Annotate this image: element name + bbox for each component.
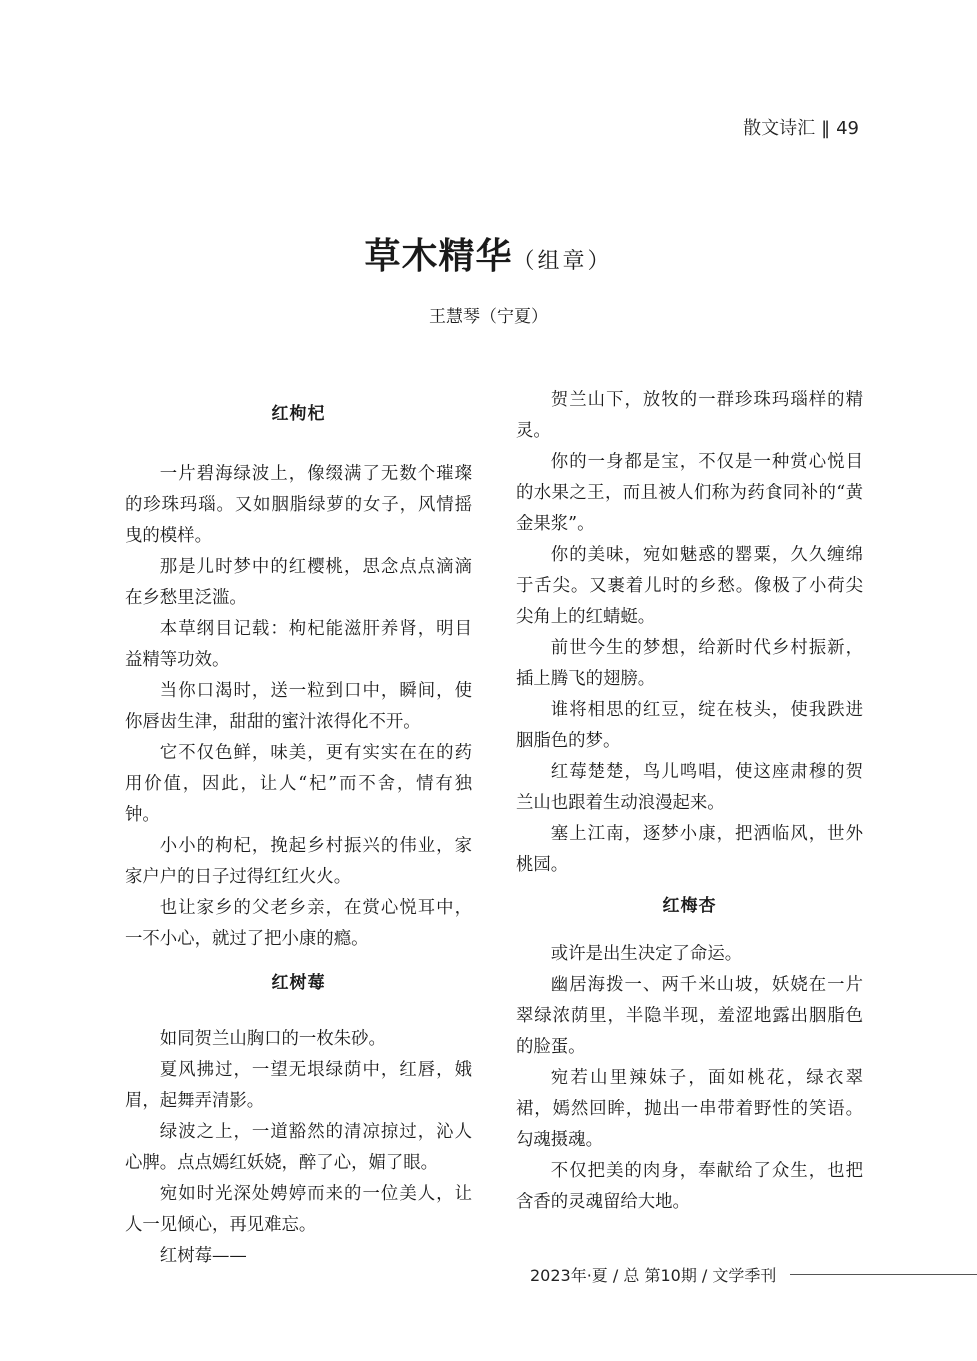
paragraph: 如同贺兰山胸口的一枚朱砂。	[159, 1029, 386, 1049]
author-line	[0, 302, 977, 327]
paragraph: 你的美味，宛如魅惑的罂粟，久久缠绵于舌尖。又裹着儿时的乡愁。像极了小荷尖尖角上的红蜻蜓。	[516, 545, 863, 627]
section-heading: 红树莓	[271, 973, 326, 993]
paragraph: 小小的枸杞，挽起乡村振兴的伟业，家家户户的日子过得红红火火。	[125, 836, 472, 887]
paragraph: 贺兰山下，放牧的一群珍珠玛瑙样的精灵。	[516, 390, 863, 441]
article-title	[0, 228, 977, 279]
header-separator: ‖	[821, 118, 831, 139]
paragraph: 它不仅色鲜，味美，更有实实在在的药用价值，因此，让人“杞”而不舍，情有独钟。	[125, 743, 472, 825]
paragraph: 绿波之上，一道豁然的清凉掠过，沁人心脾。点点嫣红妖娆，醉了心，媚了眼。	[125, 1122, 472, 1173]
paragraph: 宛若山里辣妹子，面如桃花，绿衣翠裙，嫣然回眸，抛出一串带着野性的笑语。勾魂摄魂。	[516, 1068, 863, 1150]
paragraph: 宛如时光深处娉婷而来的一位美人，让人一见倾心，再见难忘。	[125, 1184, 472, 1235]
running-header	[743, 114, 859, 140]
paragraph: 本草纲目记载：枸杞能滋肝养肾，明目益精等功效。	[125, 619, 472, 670]
paragraph: 塞上江南，逐梦小康，把洒临风，世外桃园。	[516, 824, 863, 875]
paragraph: 谁将相思的红豆，绽在枝头，使我跌进胭脂色的梦。	[516, 700, 863, 751]
paragraph: 夏风拂过，一望无垠绿荫中，红唇，娥眉，起舞弄清影。	[125, 1060, 472, 1111]
paragraph: 不仅把美的肉身，奉献给了众生，也把含香的灵魂留给大地。	[516, 1161, 863, 1212]
paragraph: 当你口渴时，送一粒到口中，瞬间，使你唇齿生津，甜甜的蜜汁浓得化不开。	[125, 681, 472, 732]
author-name: 王慧琴	[429, 307, 480, 327]
paragraph: 前世今生的梦想，给新时代乡村振新，插上腾飞的翅膀。	[516, 638, 863, 689]
section-heading: 红梅杏	[662, 896, 717, 916]
title-main: 草木精华	[364, 236, 513, 277]
running-footer	[530, 1263, 977, 1286]
footer-rule	[790, 1274, 977, 1275]
footer-text: 2023年·夏 / 总 第10期 / 文学季刊	[530, 1266, 777, 1285]
paragraph: 也让家乡的父老乡亲，在赏心悦耳中，一不小心，就过了把小康的瘾。	[125, 898, 472, 949]
section-heading: 红枸杞	[271, 404, 326, 424]
section-name: 散文诗汇	[743, 118, 816, 139]
paragraph: 一片碧海绿波上，像缀满了无数个璀璨的珍珠玛瑙。又如胭脂绿萝的女子，风情摇曳的模样。	[125, 464, 472, 546]
right-column	[516, 385, 863, 1218]
paragraph: 幽居海拨一、两千米山坡，妖娆在一片翠绿浓荫里，半隐半现，羞涩地露出胭脂色的脸蛋。	[516, 975, 863, 1057]
paragraph: 那是儿时梦中的红樱桃，思念点点滴滴在乡愁里泛滥。	[125, 557, 472, 608]
paragraph: 你的一身都是宝，不仅是一种赏心悦目的水果之王，而且被人们称为药食同补的“黄金果浆”。	[516, 452, 863, 534]
paragraph: 红树莓——	[159, 1246, 247, 1266]
paragraph: 或许是出生决定了命运。	[550, 944, 743, 964]
page-number: 49	[836, 118, 859, 139]
author-region: （宁夏）	[480, 307, 548, 327]
left-column	[125, 399, 472, 1272]
paragraph: 红莓楚楚，鸟儿鸣唱，使这座肃穆的贺兰山也跟着生动浪漫起来。	[516, 762, 863, 813]
title-sub: （组章）	[512, 249, 613, 274]
